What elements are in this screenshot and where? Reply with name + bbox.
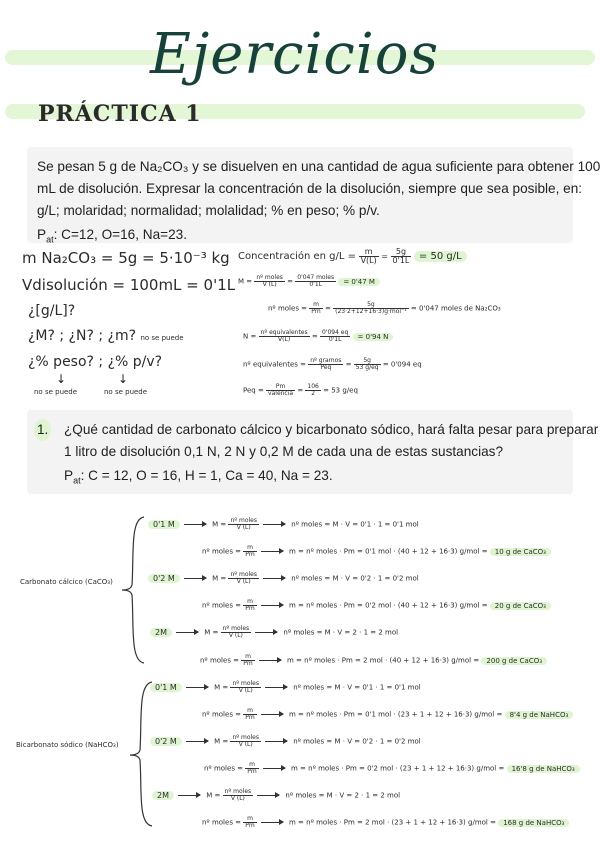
fraction	[259, 330, 310, 343]
fraction-num: m	[309, 302, 322, 309]
fraction-num: nº moles	[222, 625, 250, 632]
substance-label-caco3: Carbonato cálcico (CaCO₃)	[20, 578, 113, 586]
concentration-badge: 2M	[152, 791, 174, 800]
section-title: PRÁCTICA 1	[38, 101, 202, 127]
brace-caco3	[120, 515, 150, 665]
result-highlight: = 0'94 N	[353, 333, 394, 341]
calc-label: M =	[206, 791, 221, 800]
question-pct: ¿% peso? ; ¿% p/v?	[28, 354, 163, 370]
calc-label: M =	[214, 737, 229, 746]
fraction-den: V (L)	[262, 281, 277, 288]
problem-line: ¿Qué cantidad de carbonato cálcico y bicarbonato sódico, hará falta pesar para preparar	[64, 422, 599, 437]
question-mnm	[28, 328, 184, 344]
substance-label-nahco3: Bicarbonato sódico (NaHCO₃)	[16, 741, 119, 749]
fraction	[221, 626, 252, 639]
fraction	[228, 572, 259, 585]
arrow-right-icon	[186, 687, 208, 688]
calc-moles	[268, 302, 501, 315]
calc-text: m = nº moles · Pm = 0'2 mol · (23 + 1 + 12 + 16·3) g/mol =	[291, 764, 505, 773]
calc-concentration	[238, 248, 467, 265]
arrow-right-icon	[184, 578, 206, 579]
calc-label: M =	[238, 277, 253, 286]
fraction-den: Pm	[245, 605, 255, 612]
question-mnm-text: ¿M? ; ¿N? ; ¿m?	[28, 328, 137, 344]
fraction-num: 5g	[333, 302, 409, 309]
fraction-num: nº equivalentes	[260, 329, 308, 336]
result-highlight: 20 g de CaCO₃	[490, 602, 551, 610]
calc-text: nº moles = M · V = 2 · 1 = 2 mol	[283, 628, 399, 637]
calc-label: nº equivalentes =	[243, 360, 306, 369]
fraction-den: V (L)	[238, 741, 253, 748]
arrow-right-icon	[263, 524, 285, 525]
pat-values: : C = 12, O = 16, H = 1, Ca = 40, Na = 23.	[80, 468, 333, 483]
arrow-right-icon	[265, 687, 287, 688]
calc-row	[148, 518, 419, 531]
problem-number	[34, 419, 51, 441]
arrow-right-icon	[261, 605, 283, 606]
calc-text: nº moles = M · V = 0'2 · 1 = 0'2 mol	[291, 574, 419, 583]
problem-line: mL de disolución. Expresar la concentración de la disolución, siempre que sea posible, en:	[37, 181, 583, 196]
arrow-right-icon	[261, 551, 283, 552]
calc-text: m = nº moles · Pm = 0'1 mol · (40 + 12 + 16·3) g/mol =	[289, 547, 488, 556]
equals: =	[287, 277, 294, 286]
arrow-down-icon: ↓	[118, 372, 129, 386]
fraction-den: (23·2+12+16·3)g·mol⁻¹	[335, 308, 407, 315]
fraction-num: nº moles	[232, 680, 259, 687]
pat-label: P	[64, 468, 74, 483]
fraction-den: V (L)	[238, 687, 253, 694]
fraction	[308, 358, 343, 371]
calc-label: N =	[243, 332, 257, 341]
fraction-num: m	[243, 708, 256, 715]
calc-text: m = nº moles · Pm = 2 mol · (23 + 1 + 12 + 16·3) g/mol =	[289, 818, 496, 827]
fraction-num: nº moles	[256, 274, 283, 281]
calc-label: Peq =	[243, 386, 264, 395]
no-se-puede-note: no se puede	[104, 388, 148, 396]
calc-label: M =	[212, 574, 227, 583]
result-highlight: 10 g de CaCO₃	[490, 548, 551, 556]
result-highlight: 16'8 g de NaHCO₃	[507, 765, 580, 773]
fraction-den: V(L)	[360, 256, 377, 265]
arrow-right-icon	[186, 741, 208, 742]
question-gl: ¿[g/L]?	[28, 303, 76, 319]
arrow-right-icon	[257, 795, 279, 796]
fraction	[245, 762, 258, 775]
fraction-num: 106	[307, 383, 319, 390]
fraction-den: V (L)	[228, 632, 243, 639]
pat-sub: at	[73, 475, 81, 486]
calc-row	[148, 572, 419, 585]
fraction-num: 0'094 eq	[321, 329, 349, 336]
no-se-puede-note: no se puede	[140, 334, 184, 342]
problem-line: g/L; molaridad; normalidad; molalidad; % en peso; % p/v.	[37, 203, 380, 218]
calc-text: m = nº moles · Pm = 2 mol · (40 + 12 + 16·3) g/mol =	[287, 656, 480, 665]
fraction	[320, 330, 350, 343]
fraction-den: Pm	[245, 714, 255, 721]
fraction-num: m	[243, 816, 256, 823]
fraction	[333, 302, 409, 315]
fraction-num: nº moles	[232, 734, 259, 741]
fraction-den: 2	[311, 390, 316, 397]
fraction	[243, 816, 256, 829]
fraction-den: Pm	[247, 768, 257, 775]
problem-line: 1 litro de disolución 0,1 N, 2 N y 0,2 M de cada una de estas sustancias?	[64, 444, 504, 459]
fraction-den: V (L)	[236, 524, 251, 531]
fraction-den: 0'1L	[328, 336, 342, 343]
pat-sub: at	[46, 234, 54, 245]
arrow-right-icon	[263, 768, 285, 769]
fraction-den: Pm	[311, 308, 321, 315]
calc-text: m = nº moles · Pm = 0'1 mol · (23 + 1 + 12 + 16·3) g/mol =	[289, 710, 503, 719]
fraction-den: 0'1L	[392, 256, 410, 265]
calc-row	[150, 681, 421, 694]
fraction-den: V (L)	[236, 578, 251, 585]
calc-label: nº moles =	[200, 656, 240, 665]
fraction	[254, 275, 285, 288]
fraction	[266, 384, 295, 397]
calc-row	[152, 789, 400, 802]
calc-row	[202, 545, 551, 558]
arrow-right-icon	[176, 632, 198, 633]
concentration-badge: 0'1 M	[150, 683, 182, 692]
result: = 53 g/eq	[323, 386, 358, 395]
arrow-right-icon	[255, 632, 277, 633]
result: = 0'047 moles de Na₂CO₃	[410, 304, 501, 313]
fraction	[223, 789, 254, 802]
calc-row	[202, 708, 573, 721]
problem-statement	[64, 419, 599, 492]
calc-row	[150, 626, 398, 639]
problem-number-badge: 1.	[34, 419, 51, 441]
pat-values: : C=12, O=16, Na=23.	[53, 227, 187, 242]
calc-label: nº moles =	[268, 304, 308, 313]
fraction-num: Pm	[266, 384, 295, 391]
fraction	[243, 708, 256, 721]
no-se-puede-note: no se puede	[34, 388, 78, 396]
arrow-right-icon	[184, 524, 206, 525]
calc-normality	[243, 330, 393, 343]
result: = 0'094 eq	[382, 360, 422, 369]
equals: =	[325, 304, 331, 313]
fraction-den: V (L)	[230, 795, 245, 802]
calc-label: nº moles =	[204, 764, 244, 773]
fraction-num: 5g	[391, 248, 412, 257]
fraction-den: Pm	[245, 551, 255, 558]
result-highlight: 8'4 g de NaHCO₃	[505, 711, 574, 719]
result-highlight: = 50 g/L	[414, 251, 467, 262]
calc-row	[150, 735, 421, 748]
arrow-right-icon	[261, 714, 283, 715]
arrow-right-icon	[178, 795, 200, 796]
fraction-den: Pm	[243, 660, 253, 667]
calc-label: nº moles =	[202, 710, 242, 719]
calc-label: Concentración en g/L =	[238, 251, 357, 262]
calc-text: nº moles = M · V = 0'1 · 1 = 0'1 mol	[291, 520, 419, 529]
calc-label: nº moles =	[202, 547, 242, 556]
atomic-weights	[37, 224, 577, 251]
result-highlight: 200 g de CaCO₃	[481, 657, 547, 665]
fraction	[241, 654, 254, 667]
equals: =	[345, 360, 352, 369]
calc-text: nº moles = M · V = 2 · 1 = 2 mol	[285, 791, 401, 800]
atomic-weights	[64, 465, 574, 492]
calc-row	[202, 599, 551, 612]
fraction-num: nº gramos	[310, 357, 342, 364]
calc-row	[200, 654, 547, 667]
arrow-right-icon	[259, 660, 281, 661]
equals: =	[381, 252, 388, 261]
fraction-num: m	[243, 599, 256, 606]
fraction-num: m	[243, 545, 256, 552]
result-highlight: = 0'47 M	[338, 278, 380, 286]
arrow-right-icon	[263, 578, 285, 579]
calc-equivalents	[243, 358, 422, 371]
concentration-badge: 2M	[150, 628, 172, 637]
equals: =	[311, 332, 318, 341]
calc-label: M =	[204, 628, 219, 637]
fraction-num: m	[359, 248, 379, 257]
fraction-num: 5g	[354, 358, 381, 365]
fraction-num: 0'047 moles	[297, 274, 335, 281]
fraction	[243, 545, 256, 558]
fraction	[243, 599, 256, 612]
calc-text: m = nº moles · Pm = 0'2 mol · (40 + 12 + 16·3) g/mol =	[289, 601, 488, 610]
fraction	[305, 384, 320, 397]
calc-label: M =	[212, 520, 227, 529]
concentration-badge: 0'2 M	[150, 737, 182, 746]
fraction-num: nº moles	[230, 571, 257, 578]
brace-nahco3	[128, 680, 158, 828]
fraction	[359, 248, 379, 265]
fraction-den: V(L)	[278, 336, 291, 343]
fraction	[391, 248, 412, 265]
given-volume: Vdisolución = 100mL = 0'1L	[22, 276, 236, 294]
calc-text: nº moles = M · V = 0'1 · 1 = 0'1 mol	[293, 683, 421, 692]
calc-label: M =	[214, 683, 229, 692]
result-highlight: 168 g de NaHCO₃	[498, 819, 569, 827]
calc-row	[202, 816, 569, 829]
pat-label: P	[37, 227, 47, 242]
fraction	[309, 302, 322, 315]
page-title: Ejercicios	[150, 22, 440, 87]
concentration-badge: 0'2 M	[148, 574, 180, 583]
fraction-den: Peq	[320, 364, 332, 371]
problem-statement	[37, 156, 600, 251]
calc-text: nº moles = M · V = 0'2 · 1 = 0'2 mol	[293, 737, 421, 746]
calc-molarity	[238, 275, 380, 288]
calc-label: nº moles =	[202, 818, 242, 827]
concentration-badge: 0'1 M	[148, 520, 180, 529]
fraction	[230, 681, 261, 694]
fraction-num: m	[245, 762, 258, 769]
arrow-right-icon	[265, 741, 287, 742]
given-mass: m Na₂CO₃ = 5g = 5·10⁻³ kg	[22, 249, 230, 267]
fraction-num: nº moles	[224, 788, 252, 795]
fraction-num: nº moles	[230, 517, 257, 524]
fraction-den: Pm	[245, 822, 255, 829]
calc-label: nº moles =	[202, 601, 242, 610]
problem-line: Se pesan 5 g de Na₂CO₃ y se disuelven en una cantidad de agua suficiente para obtener 100	[37, 159, 600, 174]
fraction-den: 53 g/eq	[355, 364, 379, 371]
arrow-right-icon	[261, 822, 283, 823]
fraction-den: 0'1L	[309, 281, 322, 288]
fraction	[230, 735, 261, 748]
arrow-down-icon: ↓	[56, 372, 67, 386]
fraction	[295, 275, 336, 288]
fraction-num: m	[241, 654, 254, 661]
fraction	[354, 358, 381, 371]
calc-row	[204, 762, 580, 775]
equals: =	[297, 386, 304, 395]
fraction-den: valencia	[268, 390, 294, 397]
calc-peq	[243, 384, 358, 397]
fraction	[228, 518, 259, 531]
